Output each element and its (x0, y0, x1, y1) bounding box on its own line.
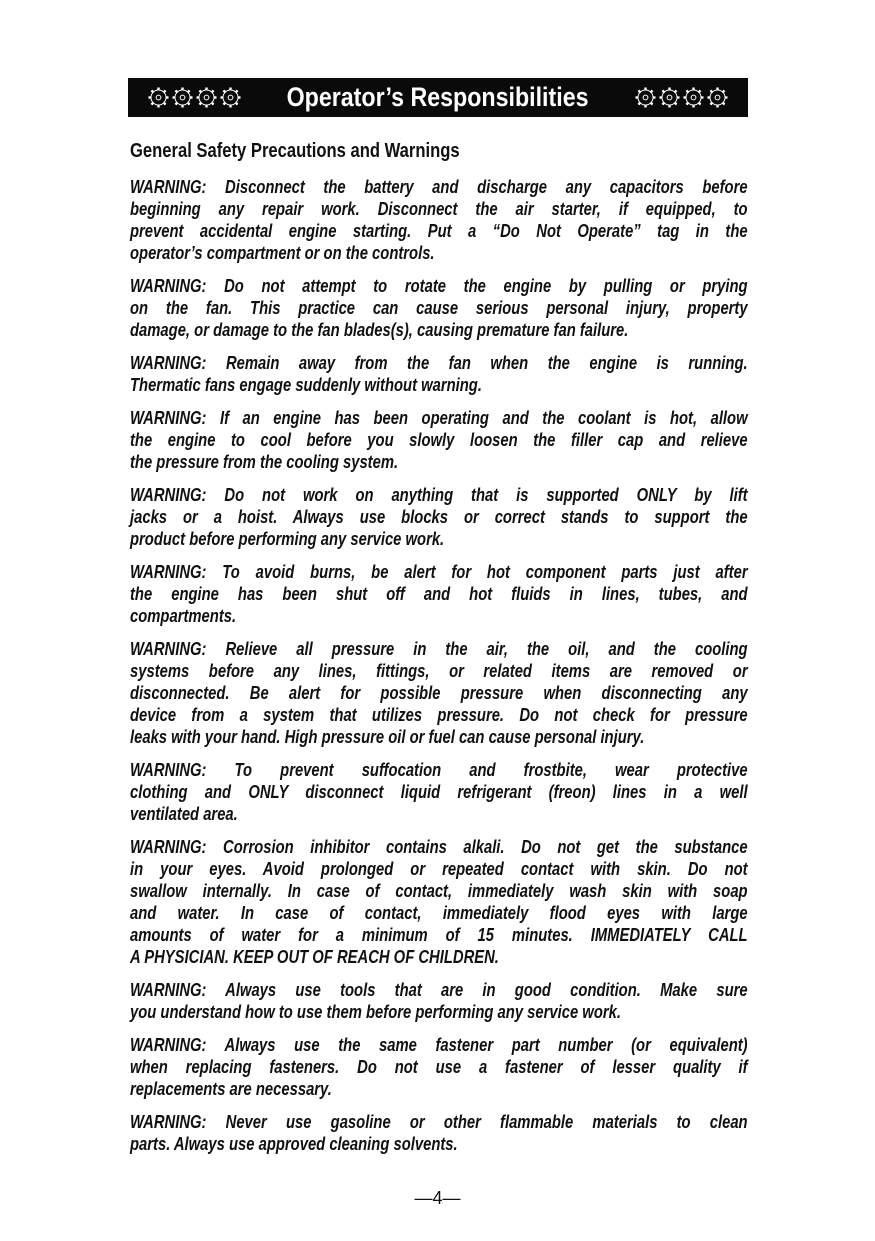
warning-line: WARNING: To avoid burns, be alert for hot component parts just after (130, 561, 748, 582)
warning-line: parts. Always use approved cleaning solvents. (130, 1133, 458, 1154)
warning-line: you understand how to use them before performing any service work. (130, 1001, 621, 1022)
warning-line: WARNING: Do not attempt to rotate the engine by pulling or prying (130, 275, 748, 296)
warning-line: when replacing fasteners. Do not use a fastener of lesser quality if (130, 1056, 748, 1077)
warning-paragraph (130, 352, 748, 396)
warning-line: compartments. (130, 605, 237, 626)
gear-icon (634, 86, 657, 109)
warning-line: leaks with your hand. High pressure oil or fuel can cause personal injury. (130, 726, 645, 747)
warning-paragraph (130, 484, 748, 550)
gear-icon (147, 86, 170, 109)
page-title: Operator’s Responsibilities (287, 82, 589, 112)
warning-line: WARNING: Relieve all pressure in the air, the oil, and the cooling (130, 638, 748, 659)
warning-line: WARNING: If an engine has been operating and the coolant is hot, allow (130, 407, 748, 428)
warning-line: prevent accidental engine starting. Put a “Do Not Operate” tag in the (130, 220, 748, 241)
warning-paragraph (130, 561, 748, 627)
warning-line: disconnected. Be alert for possible pressure when disconnecting any (130, 682, 748, 703)
gear-icon (682, 86, 705, 109)
warning-line: on the fan. This practice can cause serious personal injury, property (130, 297, 748, 318)
warning-line: jacks or a hoist. Always use blocks or correct stands to support the (130, 506, 748, 527)
gear-group-left (147, 86, 242, 109)
warning-line: in your eyes. Avoid prolonged or repeated contact with skin. Do not (130, 858, 748, 879)
warning-line: ventilated area. (130, 803, 238, 824)
warning-line: the engine has been shut off and hot fluids in lines, tubes, and (130, 583, 748, 604)
warning-line: beginning any repair work. Disconnect the air starter, if equipped, to (130, 198, 748, 219)
warning-line: damage, or damage to the fan blades(s), causing premature fan failure. (130, 319, 629, 340)
warning-line: replacements are necessary. (130, 1078, 332, 1099)
warning-line: product before performing any service work. (130, 528, 445, 549)
warning-line: WARNING: To prevent suffocation and frostbite, wear protective (130, 759, 748, 780)
gear-group-right (634, 86, 729, 109)
section-banner (128, 78, 748, 117)
warning-paragraph (130, 759, 748, 825)
warning-paragraph (130, 1111, 748, 1155)
gear-icon (195, 86, 218, 109)
warning-paragraph (130, 979, 748, 1023)
warning-line: operator’s compartment or on the controls. (130, 242, 435, 263)
warning-line: WARNING: Remain away from the fan when the engine is running. (130, 352, 748, 373)
warning-line: the pressure from the cooling system. (130, 451, 399, 472)
warnings-list (130, 176, 748, 1166)
gear-icon (219, 86, 242, 109)
warning-paragraph (130, 275, 748, 341)
warning-line: the engine to cool before you slowly loosen the filler cap and relieve (130, 429, 748, 450)
warning-paragraph (130, 638, 748, 748)
gear-icon (706, 86, 729, 109)
warning-line: WARNING: Do not work on anything that is supported ONLY by lift (130, 484, 748, 505)
warning-paragraph (130, 1034, 748, 1100)
warning-line: WARNING: Never use gasoline or other flammable materials to clean (130, 1111, 748, 1132)
warning-line: Thermatic fans engage suddenly without warning. (130, 374, 482, 395)
gear-icon (171, 86, 194, 109)
warning-line: device from a system that utilizes pressure. Do not check for pressure (130, 704, 748, 725)
warning-line: WARNING: Corrosion inhibitor contains alkali. Do not get the substance (130, 836, 748, 857)
warning-line: swallow internally. In case of contact, immediately wash skin with soap (130, 880, 748, 901)
warning-line: clothing and ONLY disconnect liquid refrigerant (freon) lines in a well (130, 781, 748, 802)
gear-icon (658, 86, 681, 109)
warning-line: WARNING: Always use tools that are in good condition. Make sure (130, 979, 748, 1000)
warning-line: A PHYSICIAN. KEEP OUT OF REACH OF CHILDREN. (130, 946, 499, 967)
warning-paragraph (130, 836, 748, 968)
warning-paragraph (130, 176, 748, 264)
warning-line: amounts of water for a minimum of 15 minutes. IMMEDIATELY CALL (130, 924, 748, 945)
warning-paragraph (130, 407, 748, 473)
warning-line: WARNING: Always use the same fastener part number (or equivalent) (130, 1034, 748, 1055)
page-number: —4— (414, 1188, 461, 1208)
warning-line: and water. In case of contact, immediately flood eyes with large (130, 902, 748, 923)
warning-line: systems before any lines, fittings, or related items are removed or (130, 660, 748, 681)
section-heading: General Safety Precautions and Warnings (130, 140, 460, 162)
warning-line: WARNING: Disconnect the battery and discharge any capacitors before (130, 176, 748, 197)
